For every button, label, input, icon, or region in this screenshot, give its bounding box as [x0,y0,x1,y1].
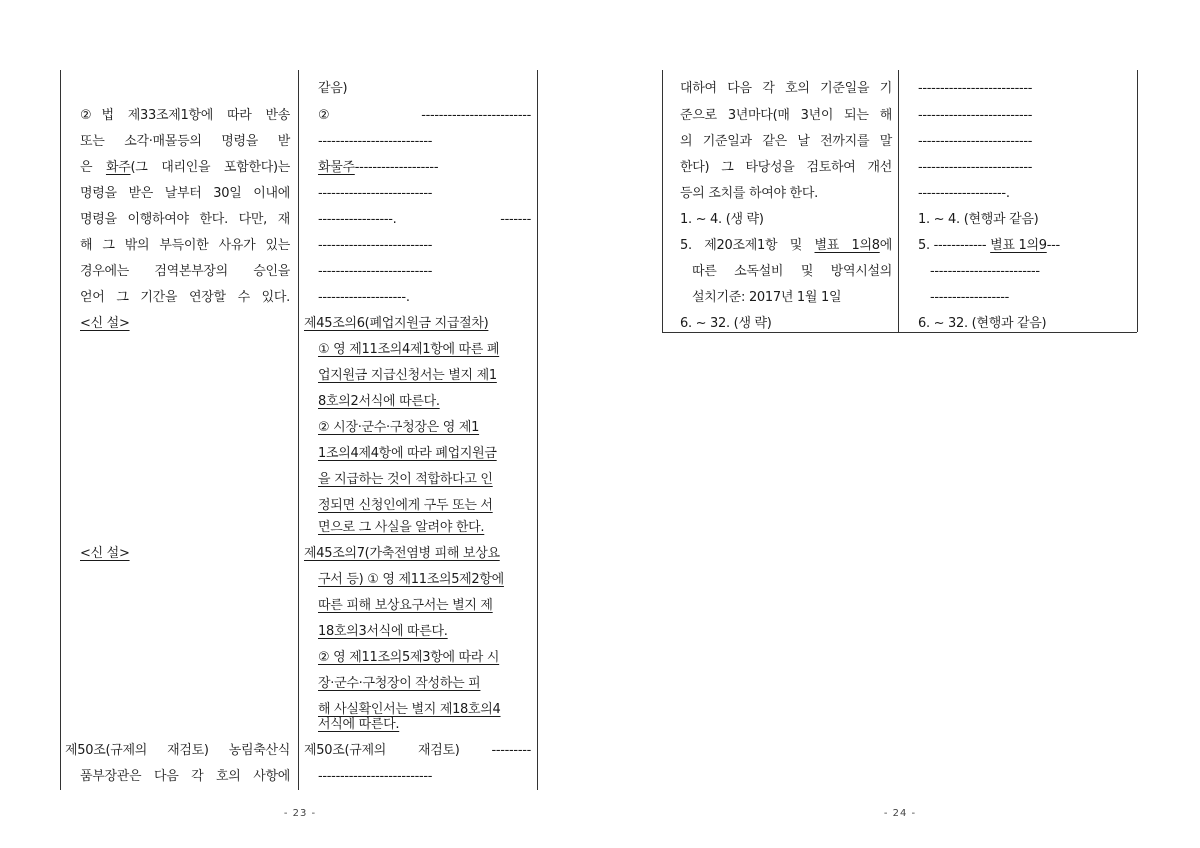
annex-1-9-underlined: 별표 1의9 [990,238,1047,253]
revised-line: 6. ~ 32. (현행과 같음) [918,316,1047,331]
revised-line: -------------------------- [918,134,1033,149]
current-line: 설치기준: 2017년 1월 1일 [692,290,842,305]
revised-line: ------------------------- [930,264,1040,279]
revised-line: -------------------------- [318,186,433,201]
revised-line: 을 지급하는 것이 적합하다고 인 [318,472,493,487]
current-line: 경우에는 검역본부장의 승인을 [80,264,290,279]
revised-line: 면으로 그 사실을 알려야 한다. [318,520,485,535]
revised-line: 5. ------------ 별표 1의9--- [918,238,1060,253]
revised-line: 정되면 신청인에게 구두 또는 서 [318,498,493,513]
revised-line: 18호의3서식에 따른다. [318,624,448,639]
revised-line: 따른 피해 보상요구서는 별지 제 [318,598,493,613]
current-line: 품부장관은 다음 각 호의 사항에 [80,769,290,784]
revised-line: -----------------. ------- [318,212,531,227]
left-border-line [662,70,663,332]
revised-line: ② 시장·군수·구청장은 영 제1 [318,420,480,435]
revised-line: -------------------------- [318,264,433,279]
page-number: - 23 - [283,808,317,819]
right-border-line [1137,70,1138,332]
revised-line: ------------------ [930,290,1010,305]
article-45-7-heading: 제45조의7(가축전염병 피해 보상요 [304,546,500,561]
revised-line: 해 사실확인서는 별지 제18호의4 [318,702,501,717]
current-line: 1. ~ 4. (생 략) [680,212,764,227]
column-divider-line [298,70,299,790]
current-line: 등의 조치를 하여야 한다. [680,186,818,201]
revised-line: 업지원금 지급신청서는 별지 제1 [318,368,497,383]
revised-line: 서식에 따른다. [318,717,400,732]
current-line: ②법 제33조제1항에 따라 반송 [80,108,290,123]
revised-line: --------------------. [918,186,1010,201]
page-number: - 24 - [883,808,917,819]
current-line: 명령을 이행하여야 한다. 다만, 재 [80,212,290,227]
revised-line: -------------------------- [318,238,433,253]
current-line: 은 화주(그 대리인을 포함한다)는 [80,160,290,175]
revised-line: 같음) [318,81,348,96]
revised-line: 8호의2서식에 따른다. [318,394,440,409]
revised-line: 1조의4제4항에 따라 폐업지원금 [318,446,497,461]
revised-line: -------------------------- [918,108,1033,123]
right-page [600,0,1200,848]
revised-line: ① 영 제11조의4제1항에 따른 폐 [318,342,500,357]
revised-line: -------------------------- [918,160,1033,175]
revised-line: --------------------. [318,290,410,305]
current-line: 6. ~ 32. (생 략) [680,316,772,331]
revised-line: 장·군수·구청장이 작성하는 피 [318,676,481,691]
current-line: 제50조(규제의 재검토) 농림축산식 [65,743,290,758]
revised-line: -------------------------- [918,81,1033,96]
revised-line: 화물주------------------- [318,160,439,175]
revised-line: ②------------------------- [318,108,531,123]
annex-1-8-underlined: 별표 1의8 [814,238,880,253]
article-50-heading: 제50조(규제의 재검토) --------- [304,743,531,758]
current-line: 5. 제20조제1항 및 별표 1의8에 [680,238,892,253]
column-divider-line [898,70,899,332]
consignee-underlined: 화주 [105,160,131,175]
revised-line: 구서 등) ① 영 제11조의5제2항에 [318,572,504,587]
right-border-line [537,70,538,790]
revised-line: -------------------------- [318,769,433,784]
current-line: 대하여 다음 각 호의 기준일을 기 [680,81,892,96]
current-line: 해 그 밖의 부득이한 사유가 있는 [80,238,290,253]
current-line: 준으로 3년마다(매 3년이 되는 해 [680,108,892,123]
current-line: 또는 소각·매몰등의 명령을 받 [80,134,290,149]
revised-line: -------------------------- [318,134,433,149]
cargo-owner-underlined: 화물주 [318,160,355,175]
current-line: 얻어 그 기간을 연장할 수 있다. [80,290,290,305]
current-line: 한다) 그 타당성을 검토하여 개선 [680,160,892,175]
current-line: 의 기준일과 같은 날 전까지를 말 [680,134,892,149]
article-45-6-heading: 제45조의6(폐업지원금 지급절차) [304,316,489,331]
revised-line: 1. ~ 4. (현행과 같음) [918,212,1039,227]
new-provision-label: <신 설> [80,546,130,561]
new-provision-label: <신 설> [80,316,130,331]
current-line: 명령을 받은 날부터 30일 이내에 [80,186,290,201]
current-line: 따른 소독설비 및 방역시설의 [692,264,892,279]
left-border-line [60,70,61,790]
revised-line: ② 영 제11조의5제3항에 따라 시 [318,650,500,665]
